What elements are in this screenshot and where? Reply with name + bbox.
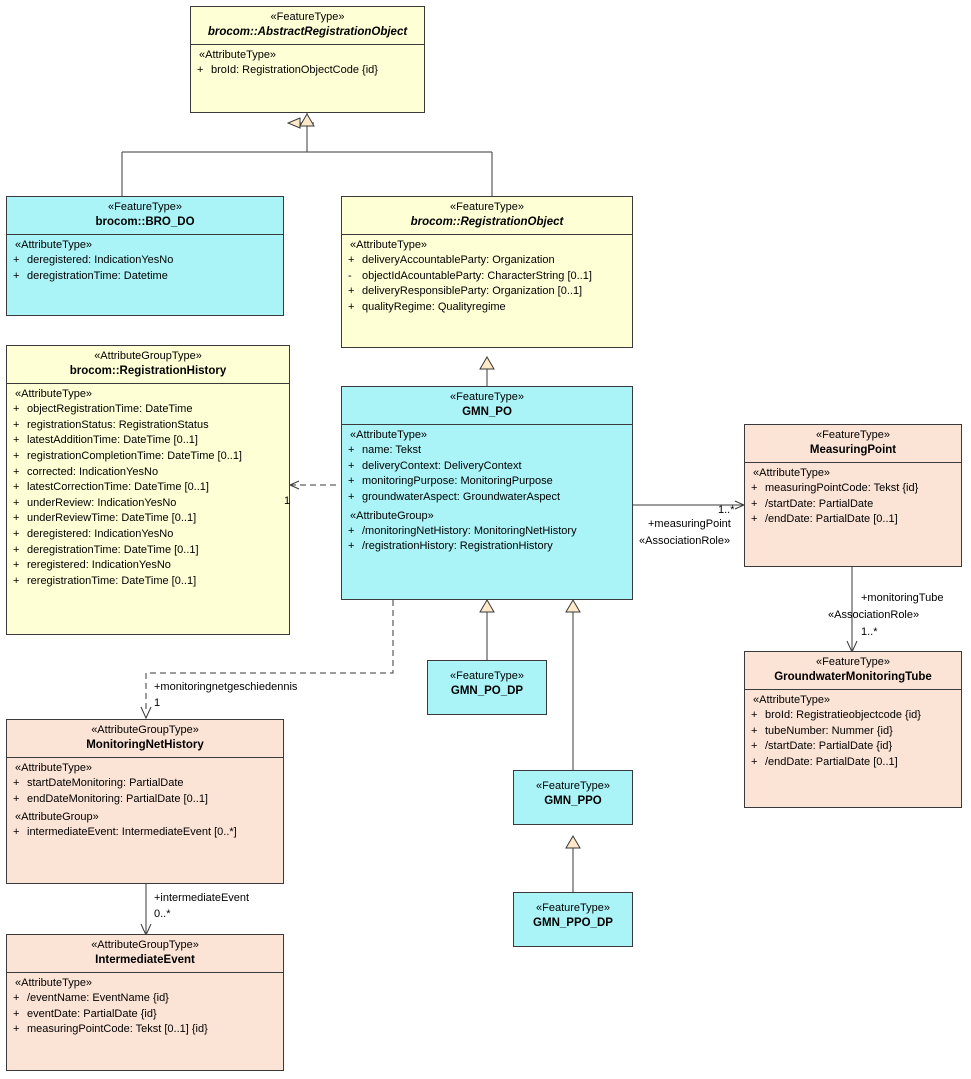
attribute-text: measuringPointCode: Tekst {id} (765, 482, 919, 495)
class-stereotype: «FeatureType» (536, 902, 610, 914)
attribute-visibility: + (13, 418, 20, 431)
attribute-visibility: + (348, 285, 355, 298)
attribute-text: qualityRegime: Qualityregime (362, 300, 506, 313)
label-monitoring-tube-multiplicity: 1..* (861, 626, 878, 638)
section-label: «AttributeType» (15, 762, 93, 775)
attribute-text: reregistered: IndicationYesNo (27, 559, 171, 572)
attribute-section (342, 234, 632, 319)
attribute-visibility: + (348, 524, 355, 537)
class-stereotype: «FeatureType» (450, 670, 524, 682)
attribute-section (745, 462, 961, 532)
attribute-visibility: + (348, 444, 355, 457)
attribute-text: deliveryResponsibleParty: Organization [0..1] (362, 285, 583, 298)
attribute-text: objectIdAcountableParty: CharacterString [0..1] (362, 269, 592, 282)
attribute-visibility: + (197, 64, 204, 77)
attribute-text: latestCorrectionTime: DateTime [0..1] (27, 481, 209, 494)
label-intermediate-event-multiplicity: 0..* (154, 908, 171, 920)
attribute-row (7, 991, 283, 1007)
attribute-text: registrationStatus: RegistrationStatus (27, 418, 209, 431)
attribute-text: deregistered: IndicationYesNo (27, 254, 174, 267)
attribute-text: latestAdditionTime: DateTime [0..1] (27, 434, 198, 447)
attribute-text: eventDate: PartialDate {id} (27, 1007, 157, 1020)
attribute-row (7, 825, 283, 841)
attribute-visibility: + (13, 434, 20, 447)
attribute-row (7, 402, 289, 418)
section-label: «AttributeType» (15, 239, 93, 252)
attribute-visibility: + (751, 740, 758, 753)
label-monitoringnetgeschiedennis-role: +monitoringnetgeschiedennis (154, 681, 298, 693)
class-name: GMN_PPO (544, 794, 602, 807)
class-name: GMN_PO_DP (450, 684, 524, 697)
class-registration-object[interactable] (341, 196, 633, 348)
attribute-row (7, 465, 289, 481)
attribute-row (342, 524, 632, 540)
section-label: «AttributeType» (15, 977, 93, 990)
attribute-visibility: + (13, 559, 20, 572)
section-label: «AttributeType» (753, 467, 831, 480)
label-measuring-point-multiplicity: 1..* (718, 504, 735, 516)
attribute-visibility: + (13, 465, 20, 478)
class-name: IntermediateEvent (95, 953, 195, 966)
class-stereotype: «FeatureType» (816, 656, 890, 668)
attribute-row (7, 543, 289, 559)
attribute-visibility: + (13, 269, 20, 282)
attribute-row (342, 539, 632, 555)
attribute-row (745, 497, 961, 513)
class-name: MeasuringPoint (809, 443, 897, 456)
attribute-visibility: + (13, 574, 20, 587)
attribute-row (342, 459, 632, 475)
attribute-row (7, 433, 289, 449)
attribute-text: /startDate: PartialDate (765, 497, 874, 510)
attribute-visibility: - (348, 269, 352, 282)
attribute-text: name: Tekst (362, 444, 422, 457)
label-measuring-point-association-role: «AssociationRole» (639, 535, 731, 547)
attribute-row (342, 284, 632, 300)
attribute-row (745, 481, 961, 497)
attribute-visibility: + (348, 540, 355, 553)
class-name: GMN_PO (462, 405, 512, 418)
label-registration-history-multiplicity: 1 (284, 495, 291, 507)
attribute-text: intermediateEvent: IntermediateEvent [0..*] (27, 826, 237, 839)
class-header (342, 387, 632, 424)
section-label: «AttributeType» (350, 429, 428, 442)
attribute-visibility: + (13, 528, 20, 540)
attribute-text: endDateMonitoring: PartialDate [0..1] (27, 792, 208, 805)
attribute-visibility: + (751, 724, 758, 737)
attribute-row (342, 269, 632, 285)
attribute-row (7, 511, 289, 527)
attribute-visibility: + (751, 709, 758, 722)
attribute-text: startDateMonitoring: PartialDate (27, 777, 184, 790)
attribute-text: underReviewTime: DateTime [0..1] (27, 512, 197, 525)
attribute-text: deregistrationTime: DateTime [0..1] (27, 543, 199, 556)
class-header (514, 771, 632, 813)
attribute-row (7, 1007, 283, 1023)
attribute-text: broId: RegistrationObjectCode {id} (211, 64, 378, 77)
class-name: MonitoringNetHistory (86, 738, 204, 751)
class-header (514, 893, 632, 935)
label-measuring-point-role: +measuringPoint (648, 518, 731, 530)
attribute-text: broId: Registratieobjectcode {id} (765, 709, 921, 722)
label-monitoring-tube-role: +monitoringTube (861, 592, 944, 604)
attribute-section (7, 757, 283, 845)
attribute-text: measuringPointCode: Tekst [0..1] {id} (27, 1023, 208, 1036)
class-header (191, 7, 424, 44)
attribute-text: objectRegistrationTime: DateTime (27, 403, 193, 416)
attribute-row (745, 739, 961, 755)
attribute-text: tubeNumber: Nummer {id} (765, 724, 893, 737)
attribute-row (745, 724, 961, 740)
attribute-text: /startDate: PartialDate {id} (765, 740, 893, 753)
section-label: «AttributeGroup» (15, 811, 99, 824)
attribute-section (7, 234, 283, 288)
attribute-section (7, 972, 283, 1042)
class-header (342, 197, 632, 234)
attribute-row (7, 558, 289, 574)
attribute-visibility: + (13, 1023, 20, 1036)
label-monitoringnetgeschiedennis-multiplicity: 1 (154, 697, 161, 709)
attribute-section (7, 383, 289, 593)
attribute-text: underReview: IndicationYesNo (27, 496, 177, 509)
class-stereotype: «FeatureType» (816, 429, 890, 441)
attribute-visibility: + (13, 512, 20, 525)
attribute-text: registrationCompletionTime: DateTime [0..1] (27, 449, 242, 462)
attribute-row (342, 300, 632, 316)
class-header (745, 425, 961, 462)
class-stereotype: «AttributeGroupType» (91, 939, 199, 951)
attribute-row (342, 443, 632, 459)
attribute-text: monitoringPurpose: MonitoringPurpose (362, 475, 553, 488)
attribute-visibility: + (751, 755, 758, 768)
attribute-text: /registrationHistory: RegistrationHistory (362, 540, 553, 553)
attribute-row (342, 474, 632, 490)
class-abstract-registration-object[interactable] (190, 6, 425, 113)
class-bro-do[interactable] (6, 196, 284, 316)
attribute-row (7, 269, 283, 285)
attribute-row (7, 527, 289, 543)
attribute-visibility: + (348, 254, 355, 267)
attribute-text: deliveryAccountableParty: Organization (362, 254, 555, 267)
class-header (7, 197, 283, 234)
class-stereotype: «FeatureType» (270, 11, 345, 23)
class-gmn-po[interactable] (341, 386, 633, 600)
attribute-row (7, 418, 289, 434)
attribute-visibility: + (13, 826, 20, 839)
class-monitoring-net-history[interactable] (6, 719, 284, 884)
attribute-row (7, 574, 289, 590)
attribute-text: corrected: IndicationYesNo (27, 465, 159, 478)
attribute-visibility: + (13, 992, 20, 1005)
class-name: brocom::RegistrationHistory (69, 364, 227, 377)
attribute-visibility: + (13, 481, 20, 494)
class-stereotype: «AttributeGroupType» (94, 350, 202, 362)
attribute-row (7, 449, 289, 465)
attribute-visibility: + (13, 777, 20, 790)
class-stereotype: «FeatureType» (536, 780, 610, 792)
attribute-visibility: + (13, 1007, 20, 1020)
attribute-text: /monitoringNetHistory: MonitoringNetHistory (362, 524, 577, 537)
section-label: «AttributeType» (753, 694, 831, 707)
attribute-row (7, 776, 283, 792)
class-name: GroundwaterMonitoringTube (774, 670, 932, 683)
attribute-row (745, 708, 961, 724)
attribute-visibility: + (13, 254, 20, 267)
attribute-visibility: + (13, 543, 20, 556)
attribute-visibility: + (751, 497, 758, 510)
attribute-section (342, 424, 632, 559)
attribute-visibility: + (751, 513, 758, 526)
class-name: GMN_PPO_DP (533, 916, 613, 929)
attribute-section (745, 689, 961, 774)
attribute-text: reregistrationTime: DateTime [0..1] (27, 574, 197, 587)
section-label: «AttributeGroup» (350, 509, 434, 522)
class-stereotype: «FeatureType» (108, 201, 182, 213)
attribute-text: deregistered: IndicationYesNo (27, 528, 174, 540)
class-intermediate-event[interactable] (6, 934, 284, 1071)
attribute-row (342, 253, 632, 269)
class-gmn-po-dp[interactable] (427, 660, 547, 715)
class-registration-history[interactable] (6, 345, 290, 635)
attribute-visibility: + (13, 496, 20, 509)
attribute-section (191, 44, 424, 83)
attribute-visibility: + (13, 792, 20, 805)
class-gmn-ppo[interactable] (513, 770, 633, 825)
attribute-text: /endDate: PartialDate [0..1] (765, 513, 898, 526)
attribute-text: deregistrationTime: Datetime (27, 269, 168, 282)
class-header (428, 661, 546, 703)
class-stereotype: «AttributeGroupType» (91, 724, 199, 736)
class-stereotype: «FeatureType» (450, 391, 524, 403)
class-name: brocom::BRO_DO (95, 215, 195, 228)
attribute-visibility: + (348, 300, 355, 313)
class-header (7, 720, 283, 757)
attribute-row (7, 480, 289, 496)
attribute-visibility: + (348, 459, 355, 472)
section-label: «AttributeType» (15, 388, 93, 401)
attribute-text: deliveryContext: DeliveryContext (362, 459, 522, 472)
attribute-text: groundwaterAspect: GroundwaterAspect (362, 490, 561, 503)
class-header (7, 346, 289, 383)
attribute-row (7, 792, 283, 808)
section-label: «AttributeType» (350, 239, 428, 252)
attribute-visibility: + (13, 403, 20, 416)
attribute-row (745, 512, 961, 528)
label-intermediate-event-role: +intermediateEvent (154, 892, 250, 904)
class-name: brocom::AbstractRegistrationObject (207, 25, 408, 38)
attribute-row (7, 496, 289, 512)
class-measuring-point[interactable] (744, 424, 962, 567)
attribute-row (745, 755, 961, 771)
class-groundwater-monitoring-tube[interactable] (744, 651, 962, 808)
attribute-row (7, 253, 283, 269)
attribute-text: /endDate: PartialDate [0..1] (765, 755, 898, 768)
label-monitoring-tube-association-role: «AssociationRole» (828, 609, 920, 621)
class-header (745, 652, 961, 689)
attribute-visibility: + (348, 475, 355, 488)
class-name: brocom::RegistrationObject (410, 215, 564, 228)
section-label: «AttributeType» (199, 49, 277, 62)
attribute-visibility: + (13, 449, 20, 462)
class-header (7, 935, 283, 972)
attribute-text: /eventName: EventName {id} (27, 992, 169, 1005)
attribute-row (7, 1022, 283, 1038)
attribute-row (342, 490, 632, 506)
attribute-visibility: + (348, 490, 355, 503)
class-stereotype: «FeatureType» (450, 201, 524, 213)
class-gmn-ppo-dp[interactable] (513, 892, 633, 947)
attribute-row (191, 63, 424, 79)
attribute-visibility: + (751, 482, 758, 495)
